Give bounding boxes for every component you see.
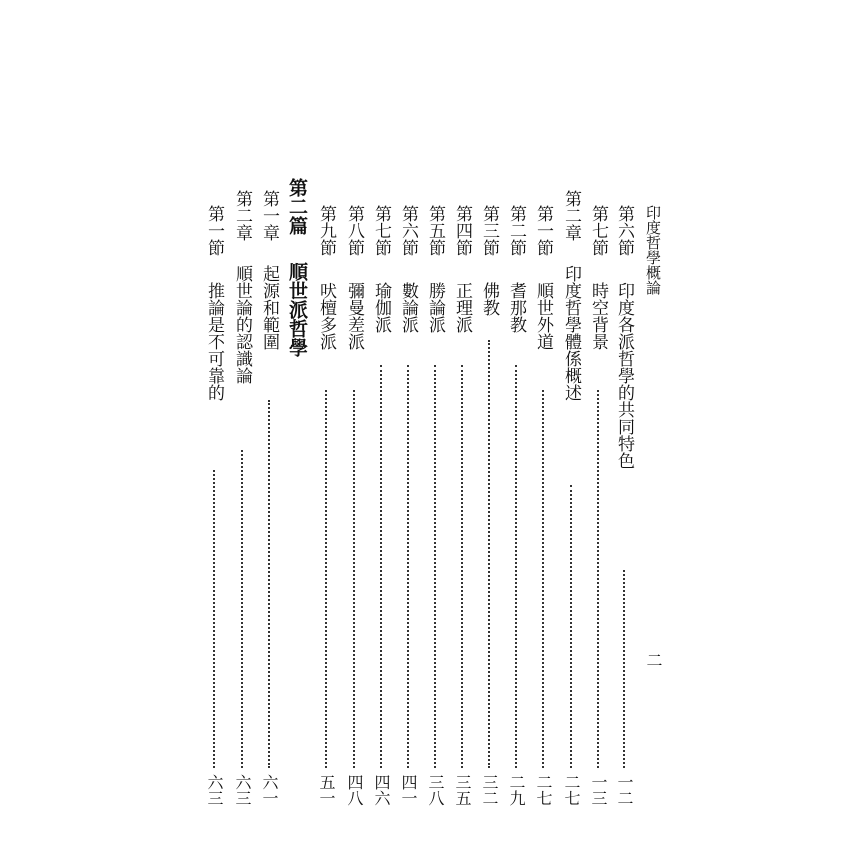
running-head: 印度哲學概論 <box>644 205 662 295</box>
section-title: 吠檀多派 <box>316 282 336 350</box>
toc-entry <box>256 0 282 850</box>
dot-leader <box>488 340 490 768</box>
page-number: 四八 <box>345 774 364 806</box>
chapter-title: 順世論的認識論 <box>232 265 252 384</box>
toc-entry <box>476 0 502 850</box>
chapter-label: 第二章 <box>232 190 252 241</box>
section-title: 數論派 <box>398 282 418 333</box>
chapter-label: 第二章 <box>561 190 581 241</box>
section-title: 彌曼差派 <box>344 282 364 350</box>
chapter-label: 第一章 <box>259 190 279 241</box>
page-number: 五一 <box>317 774 336 806</box>
page-number: 六一 <box>260 774 279 806</box>
page-number: 六三 <box>233 774 252 806</box>
dot-leader <box>213 470 215 768</box>
section-title: 勝論派 <box>425 282 445 333</box>
section-title: 佛教 <box>479 282 499 316</box>
part-label: 第二篇 <box>286 178 308 235</box>
section-title: 推論是不可靠的 <box>204 282 224 401</box>
toc-entry <box>368 0 394 850</box>
toc-entry <box>503 0 529 850</box>
dot-leader <box>325 390 327 768</box>
toc-entry <box>341 0 367 850</box>
toc-entry <box>229 0 255 850</box>
toc-entry <box>395 0 421 850</box>
dot-leader <box>353 390 355 768</box>
toc-entry <box>611 0 637 850</box>
page-number: 三二 <box>480 774 499 806</box>
section-label: 第四節 <box>452 205 472 256</box>
section-title: 耆那教 <box>506 282 526 333</box>
section-label: 第五節 <box>425 205 445 256</box>
dot-leader <box>434 365 436 768</box>
section-title: 時空背景 <box>588 282 608 350</box>
page-number: 四六 <box>372 774 391 806</box>
section-title: 瑜伽派 <box>371 282 391 333</box>
section-label: 第一節 <box>533 205 553 256</box>
section-label: 第六節 <box>398 205 418 256</box>
toc-entry <box>422 0 448 850</box>
dot-leader <box>380 365 382 768</box>
toc-entry <box>313 0 339 850</box>
folio-page-number: 二 <box>644 652 663 668</box>
page-number: 一二 <box>615 774 634 806</box>
toc-entry <box>585 0 611 850</box>
dot-leader <box>597 390 599 768</box>
section-label: 第一節 <box>204 205 224 256</box>
toc-entry <box>558 0 584 850</box>
page-number: 三八 <box>426 774 445 806</box>
toc-entry <box>530 0 556 850</box>
section-title: 順世外道 <box>533 282 553 350</box>
page-number: 二七 <box>534 774 553 806</box>
page-number: 三五 <box>453 774 472 806</box>
dot-leader <box>542 390 544 768</box>
dot-leader <box>407 365 409 768</box>
section-label: 第七節 <box>371 205 391 256</box>
toc-entry <box>449 0 475 850</box>
chapter-title: 起源和範圍 <box>259 265 279 350</box>
dot-leader <box>241 450 243 768</box>
dot-leader <box>570 485 572 768</box>
page-number: 六三 <box>205 774 224 806</box>
section-title: 正理派 <box>452 282 472 333</box>
section-label: 第六節 <box>614 205 634 256</box>
section-title: 印度各派哲學的共同特色 <box>614 282 634 469</box>
section-label: 第三節 <box>479 205 499 256</box>
chapter-title: 印度哲學體係概述 <box>561 265 581 401</box>
toc-part-heading <box>284 0 310 850</box>
dot-leader <box>623 570 625 768</box>
page-number: 二九 <box>507 774 526 806</box>
section-label: 第七節 <box>588 205 608 256</box>
section-label: 第九節 <box>316 205 336 256</box>
dot-leader <box>461 365 463 768</box>
dot-leader <box>268 400 270 768</box>
part-title: 順世派哲學 <box>286 262 308 357</box>
page-number: 二七 <box>562 774 581 806</box>
toc-entry <box>201 0 227 850</box>
page-number: 四一 <box>399 774 418 806</box>
dot-leader <box>515 365 517 768</box>
section-label: 第八節 <box>344 205 364 256</box>
section-label: 第二節 <box>506 205 526 256</box>
page-number: 一三 <box>589 774 608 806</box>
